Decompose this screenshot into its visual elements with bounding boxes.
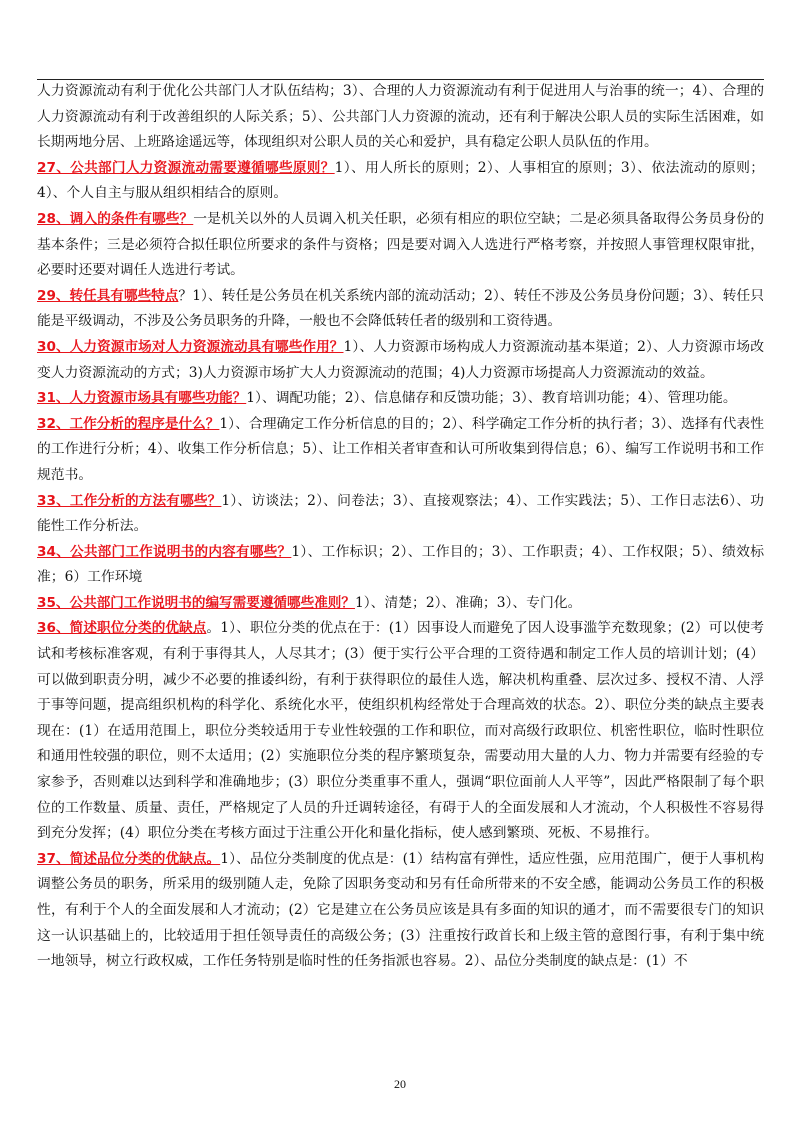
answer-text: 一是机关以外的人员调入机关任职，必须有相应的职位空缺；二是必须具备取得公务员身份的基本条件；三是必须符合拟任职位所要求的条件与资格；四是要对调入人选进行严格考察，并按照人事管理权限审批，必要时还要对调任人选进行考试。 xyxy=(37,210,764,279)
answer-text: 1）、调配功能；2）、信息储存和反馈功能；3）、教育培训功能；4）、管理功能。 xyxy=(246,390,737,407)
qa-item-32 xyxy=(37,412,764,489)
answer-text: 1）、人力资源市场构成人力资源流动基本渠道；2）、人力资源市场改变人力资源流动的方式；3)人力资源市场扩大人力资源流动的范围；4)人力资源市场提高人力资源流动的效益。 xyxy=(37,338,764,381)
answer-text: 1）、品位分类制度的优点是：(1）结构富有弹性，适应性强，应用范围广，便于人事机构调整公务员的职务，所采用的级别随人走，免除了因职务变动和另有任命所带来的不安全感，能调动公务员工作的积极性，有利于个人的全面发展和人才流动；(2）它是建立在公务员应该是具有多面的知识的通才，而不需要很专门的知识这一认识基础上的，比较适用于担任领导责任的高级公务；(3）注重按行政首长和上级主管的意图行事，有利于集中统一地领导，树立行政权威，工作任务特别是临时性的任务指派也容易。2）、品位分类制度的缺点是：(1）不 xyxy=(37,850,764,970)
qa-item-30 xyxy=(37,335,764,386)
question-heading: 37、简述品位分类的优缺点。 xyxy=(37,850,221,867)
answer-text: 1）、用人所长的原则；2）、人事相宜的原则；3）、依法流动的原则；4）、个人自主与服从组织相结合的原则。 xyxy=(37,159,764,202)
qa-item-34 xyxy=(37,540,764,591)
question-heading: 29、转任具有哪些特点 xyxy=(37,287,179,304)
answer-text: 1）、工作标识；2）、工作目的；3）、工作职责；4）、工作权限；5）、绩效标准；6）工作环境 xyxy=(37,543,765,586)
question-heading: 34、公共部门工作说明书的内容有哪些？ xyxy=(37,543,292,560)
page-number: 20 xyxy=(394,1077,406,1091)
question-heading: 28、调入的条件有哪些？ xyxy=(37,210,194,227)
page-content xyxy=(37,79,764,975)
qa-item-28 xyxy=(37,207,764,284)
answer-text: ？1）、转任是公务员在机关系统内部的流动活动；2）、转任不涉及公务员身份问题；3）、转任只能是平级调动，不涉及公务员职务的升降，一般也不会降低转任者的级别和工资待遇。 xyxy=(37,287,764,330)
question-heading: 31、人力资源市场具有哪些功能？ xyxy=(37,390,247,407)
question-heading: 32、工作分析的程序是什么？ xyxy=(37,415,220,432)
answer-text: 1）、访谈法；2）、问卷法；3）、直接观察法；4）、工作实践法；5）、工作日志法6）、功能性工作分析法。 xyxy=(37,492,764,535)
answer-text: 1）、清楚；2）、准确；3）、专门化。 xyxy=(354,594,582,611)
qa-item-36 xyxy=(37,616,764,846)
qa-item-33 xyxy=(37,489,764,540)
question-heading: 36、简述职位分类的优缺点 xyxy=(37,620,207,637)
answer-text: 1）、合理确定工作分析信息的目的；2）、科学确定工作分析的执行者；3）、选择有代表性的工作进行分析；4）、收集工作分析信息；5）、让工作相关者审查和认可所收集到得信息；6）、编写工作说明书和工作规范书。 xyxy=(37,415,764,483)
answer-text: 。1）、职位分类的优点在于：(1）因事设人而避免了因人设事滥竽充数现象；(2）可以使考试和考核标准客观，有利于事得其人，人尽其才；(3）便于实行公平合理的工资待遇和制定工作人员的培训计划；(4）可以做到职责分明，减少不必要的推诿纠纷，有利于获得职位的最佳人选，解决机构重叠、层次过多、授权不清、人浮于事等问题，提高组织机构的科学化、系统化水平，使组织机构经常处于合理高效的状态。2）、职位分类的缺点主要表现在：(1）在适用范围上，职位分类较适用于专业性较强的工作和职位，而对高级行政职位、机密性职位，临时性职位和通用性较强的职位，则不太适用；(2）实施职位分类的程序繁琐复杂，需要动用大量的人力、物力并需要有经验的专家参予，否则难以达到科学和准确地步；(3）职位分类重事不重人，强调“职位面前人人平等”，因此严格限制了每个职位的工作数量、质量、责任，严格规定了人员的升迁调转途径，有碍于人的全面发展和人才流动，个人积极性不容易得到充分发挥；(4）职位分类在考核方面过于注重公开化和量化指标，使人感到繁琐、死板、不易推行。 xyxy=(37,620,764,842)
qa-item-27 xyxy=(37,156,764,207)
qa-item-35 xyxy=(37,591,764,617)
qa-item-31 xyxy=(37,386,764,412)
intro-paragraph: 人力资源流动有利于优化公共部门人才队伍结构；3）、合理的人力资源流动有利于促进用人与治事的统一；4）、合理的人力资源流动有利于改善组织的人际关系；5）、公共部门人力资源的流动，还有利于解决公职人员的实际生活困难，如长期两地分居、上班路途遥远等，体现组织对公职人员的关心和爱护，具有稳定公职人员队伍的作用。 xyxy=(37,83,764,151)
question-heading: 35、公共部门工作说明书的编写需要遵循哪些准则？ xyxy=(37,594,355,611)
qa-item-37 xyxy=(37,847,764,975)
question-heading: 30、人力资源市场对人力资源流动具有哪些作用？ xyxy=(37,338,344,355)
qa-item-29 xyxy=(37,284,764,335)
question-heading: 33、工作分析的方法有哪些？ xyxy=(37,492,222,509)
question-heading: 27、公共部门人力资源流动需要遵循哪些原则？ xyxy=(37,159,335,176)
